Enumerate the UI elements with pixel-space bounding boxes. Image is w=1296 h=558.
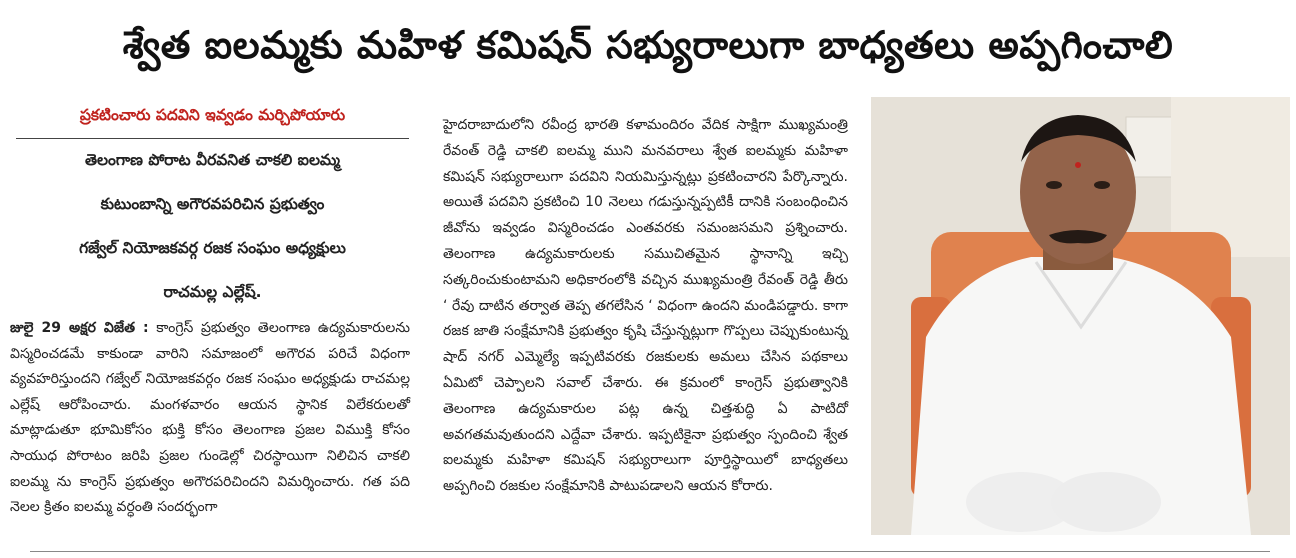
subhead-5: రాచమల్ల ఎల్లేష్.: [163, 283, 262, 301]
subhead-2: తెలంగాణ పోరాట వీరవనిత చాకలి ఐలమ్మ: [85, 151, 340, 169]
headline: శ్వేత ఐలమ్మకు మహిళ కమిషన్ సభ్యురాలుగా బాధ్యతలు అప్పగించాలి: [122, 23, 1174, 67]
subhead-3: కుటుంబాన్ని అగౌరవపరిచిన ప్రభుత్వం: [100, 195, 325, 213]
person-photo-illustration: [871, 97, 1290, 535]
bottom-divider: [30, 551, 1270, 552]
person-photo: [871, 97, 1290, 535]
subhead-4: గజ్వేల్ నియోజకవర్గ రజక సంఘం అధ్యక్షులు: [79, 239, 346, 257]
subhead-1: ప్రకటించారు పదవిని ఇవ్వడం మర్చిపోయారు: [79, 106, 346, 124]
article-body-col1: [10, 316, 410, 521]
left-column: [10, 94, 415, 546]
article-text-col1: కాంగ్రెస్ ప్రభుత్వం తెలంగాణ ఉద్యమకారులను విస్మరించడమే కాకుండా వారిని సమాజంలో అగౌరవ పరిచే విధంగా వ్యవహరిస్తుందని గజ్వేల్ నియోజకవర్గం రజక సంఘం అధ్యక్షుడు రాచమల్ల ఎల్లేష్ ఆరోపించారు. మంగళవారం ఆయన స్థానిక విలేకరులతో మాట్లాడుతూ భూమికోసం భుక్తి కోసం తెలంగాణ ప్రజల విముక్తి కోసం సాయుధ పోరాటం జరిపి ప్రజల గుండెల్లో చిరస్థాయిగా నిలిచిన చాకలి ఐలమ్మ ను కాంగ్రెస్ ప్రభుత్వం అగౌరపరిచిందని విమర్శించారు. గత పది నెలల క్రితం ఐలమ్మ వర్ధంతి సందర్భంగా: [10, 320, 410, 516]
article-body-col2: హైదరాబాదులోని రవీంద్ర భారతి కళామందిరం వేదిక సాక్షిగా ముఖ్యమంత్రి రేవంత్ రెడ్డి చాకలి ఐలమ్మ ముని మనవరాలు శ్వేత ఐలమ్మకు మహిళా కమిషన్ సభ్యురాలుగా పదవిని నియమిస్తున్నట్లు ప్రకటించారని పేర్కొన్నారు. అయితే పదవిని ప్రకటించి 10 నెలలు గడుస్తున్నప్పటికీ దానికి సంబంధించిన జీవోను ఇవ్వడం విస్మరించడం ఎంతవరకు సమంజసమని ప్రశ్నించారు. తెలంగాణ ఉద్యమకారులకు సముచితమైన స్థానాన్ని ఇచ్చి సత్కరించుకుంటామని అధికారంలోకి వచ్చిన ముఖ్యమంత్రి రేవంత్ రెడ్డి తీరు ‘ రేవు దాటిన తర్వాత తెప్ప తగలేసిన ‘ విధంగా ఉందని మండిపడ్డారు. కాగా రజక జాతి సంక్షేమానికి ప్రభుత్వం కృషి చేస్తున్నట్లుగా గొప్పలు చెప్పుకుంటున్న షాద్ నగర్ ఎమ్మెల్యే ఇప్పటివరకు రజకులకు అమలు చేసిన పథకాలు ఏమిటో చెప్పాలని సవాల్ చేశారు. ఈ క్రమంలో కాంగ్రెస్ ప్రభుత్వానికి తెలంగాణ ఉద్యమకారుల పట్ల ఉన్న చిత్తశుద్ధి ఏ పాటిదో అవగతమవుతుందని ఎద్దేవా చేశారు. ఇప్పటికైనా ప్రభుత్వం స్పందించి శ్వేత ఐలమ్మకు మహిళా కమిషన్ సభ్యురాలుగా పూర్తిస్థాయిలో బాధ్యతలు అప్పగించి రజకుల సంక్షేమానికి పాటుపడాలని ఆయన కోరారు.: [443, 117, 848, 495]
dateline: జులై 29 అక్షర విజేత :: [10, 320, 149, 336]
